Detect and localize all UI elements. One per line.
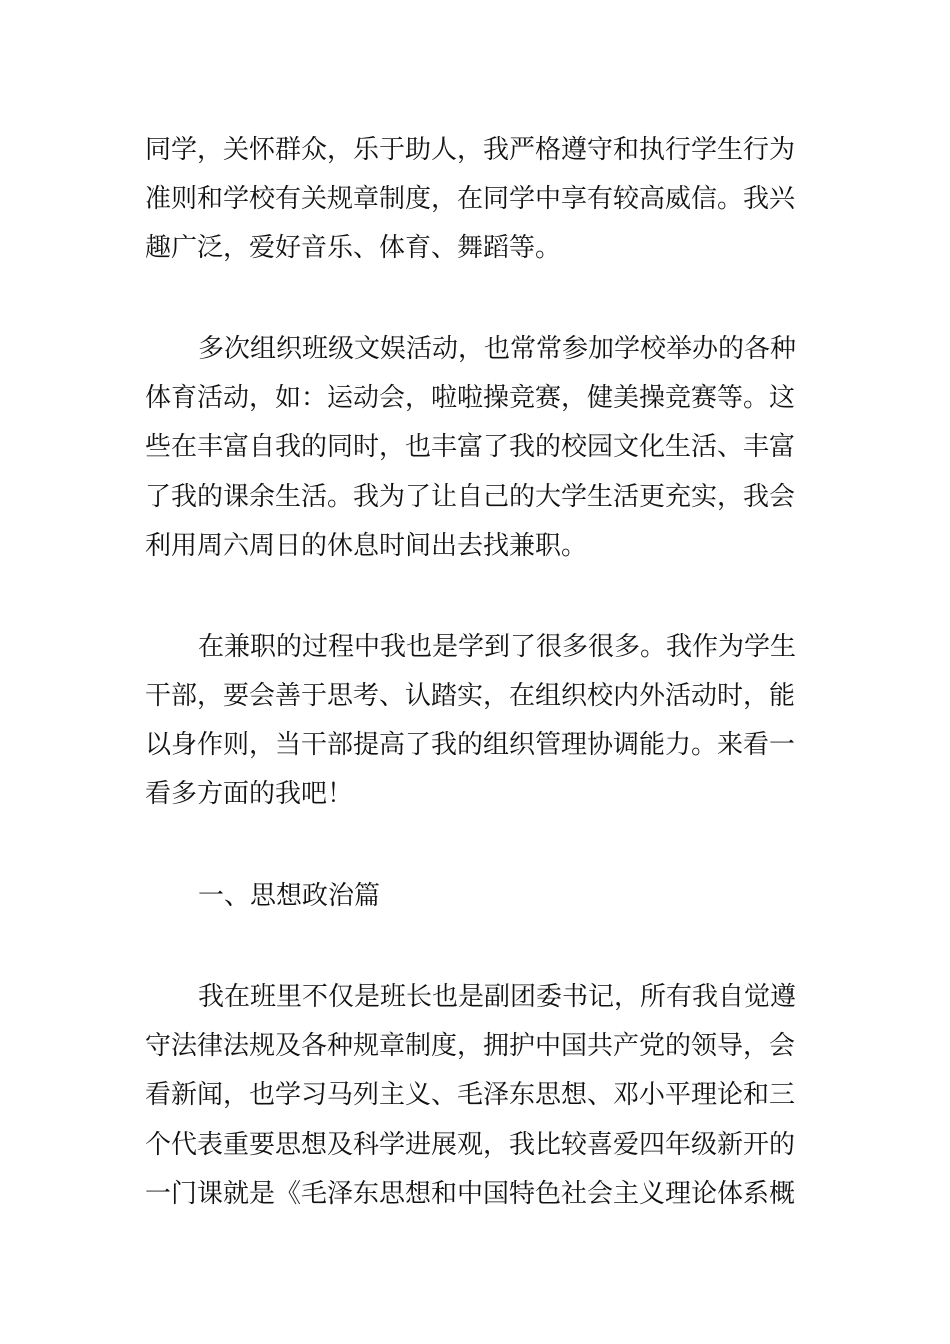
text-line: 一门课就是《毛泽东思想和中国特色社会主义理论体系概 <box>145 1179 796 1209</box>
text-line: 干部，要会善于思考、认踏实，在组织校内外活动时，能 <box>145 681 796 711</box>
text-line: 利用周六周日的休息时间出去找兼职。 <box>145 531 588 561</box>
text-line: 守法律法规及各种规章制度，拥护中国共产党的领导，会 <box>145 1031 796 1061</box>
text-line: 我在班里不仅是班长也是副团委书记，所有我自觉遵 <box>198 982 797 1012</box>
text-line: 体育活动，如：运动会，啦啦操竞赛，健美操竞赛等。这 <box>145 383 796 413</box>
section-heading: 一、思想政治篇 <box>198 881 381 911</box>
text-line: 趣广泛，爱好音乐、体育、舞蹈等。 <box>145 233 562 263</box>
text-line: 些在丰富自我的同时，也丰富了我的校园文化生活、丰富 <box>145 432 796 462</box>
text-line: 多次组织班级文娱活动，也常常参加学校举办的各种 <box>198 334 797 364</box>
text-line: 个代表重要思想及科学进展观，我比较喜爱四年级新开的 <box>145 1130 796 1160</box>
text-line: 以身作则，当干部提高了我的组织管理协调能力。来看一 <box>145 730 796 760</box>
text-line: 了我的课余生活。我为了让自己的大学生活更充实，我会 <box>145 482 796 512</box>
text-line: 看新闻，也学习马列主义、毛泽东思想、邓小平理论和三 <box>145 1080 796 1110</box>
text-line: 同学，关怀群众，乐于助人，我严格遵守和执行学生行为 <box>145 135 796 165</box>
text-line: 看多方面的我吧！ <box>145 779 354 809</box>
text-line: 在兼职的过程中我也是学到了很多很多。我作为学生 <box>198 632 797 662</box>
text-line: 准则和学校有关规章制度，在同学中享有较高威信。我兴 <box>145 184 796 214</box>
